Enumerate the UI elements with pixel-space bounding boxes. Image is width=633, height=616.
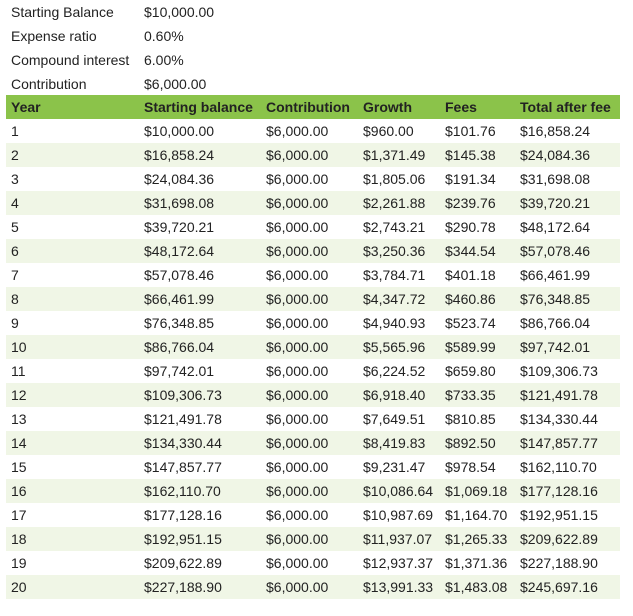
table-row bbox=[6, 407, 620, 431]
cell-contribution: $6,000.00 bbox=[266, 579, 329, 595]
cell-starting-balance: $86,766.04 bbox=[144, 339, 215, 355]
param-label: Compound interest bbox=[11, 52, 130, 68]
cell-contribution: $6,000.00 bbox=[266, 507, 329, 523]
param-starting-balance bbox=[0, 0, 633, 24]
column-header-contribution: Contribution bbox=[266, 99, 350, 115]
cell-contribution: $6,000.00 bbox=[266, 291, 329, 307]
cell-contribution: $6,000.00 bbox=[266, 267, 329, 283]
cell-growth: $2,743.21 bbox=[363, 219, 426, 235]
cell-year: 3 bbox=[11, 171, 19, 187]
cell-year: 7 bbox=[11, 267, 19, 283]
table-row bbox=[6, 215, 620, 239]
cell-growth: $4,347.72 bbox=[363, 291, 426, 307]
cell-total-after-fee: $48,172.64 bbox=[520, 219, 591, 235]
cell-starting-balance: $147,857.77 bbox=[144, 459, 222, 475]
cell-total-after-fee: $24,084.36 bbox=[520, 147, 591, 163]
table-row bbox=[6, 359, 620, 383]
cell-year: 16 bbox=[11, 483, 27, 499]
cell-year: 5 bbox=[11, 219, 19, 235]
cell-starting-balance: $10,000.00 bbox=[144, 123, 215, 139]
table-row bbox=[6, 119, 620, 143]
growth-table bbox=[6, 95, 620, 599]
cell-contribution: $6,000.00 bbox=[266, 243, 329, 259]
cell-contribution: $6,000.00 bbox=[266, 363, 329, 379]
cell-starting-balance: $227,188.90 bbox=[144, 579, 222, 595]
cell-starting-balance: $121,491.78 bbox=[144, 411, 222, 427]
cell-starting-balance: $97,742.01 bbox=[144, 363, 215, 379]
cell-fees: $101.76 bbox=[445, 123, 496, 139]
cell-contribution: $6,000.00 bbox=[266, 147, 329, 163]
table-row bbox=[6, 383, 620, 407]
cell-year: 14 bbox=[11, 435, 27, 451]
cell-growth: $2,261.88 bbox=[363, 195, 426, 211]
cell-contribution: $6,000.00 bbox=[266, 195, 329, 211]
cell-fees: $659.80 bbox=[445, 363, 496, 379]
cell-growth: $1,805.06 bbox=[363, 171, 426, 187]
cell-contribution: $6,000.00 bbox=[266, 555, 329, 571]
cell-total-after-fee: $245,697.16 bbox=[520, 579, 598, 595]
cell-year: 2 bbox=[11, 147, 19, 163]
cell-starting-balance: $209,622.89 bbox=[144, 555, 222, 571]
cell-year: 15 bbox=[11, 459, 27, 475]
cell-starting-balance: $162,110.70 bbox=[144, 483, 221, 499]
cell-starting-balance: $134,330.44 bbox=[144, 435, 222, 451]
cell-total-after-fee: $209,622.89 bbox=[520, 531, 598, 547]
cell-starting-balance: $192,951.15 bbox=[144, 531, 222, 547]
cell-total-after-fee: $109,306.73 bbox=[520, 363, 598, 379]
column-header-starting-balance: Starting balance bbox=[144, 99, 253, 115]
cell-total-after-fee: $97,742.01 bbox=[520, 339, 591, 355]
table-row bbox=[6, 335, 620, 359]
cell-year: 13 bbox=[11, 411, 27, 427]
param-value: 0.60% bbox=[144, 28, 184, 44]
header-row bbox=[6, 95, 620, 119]
cell-contribution: $6,000.00 bbox=[266, 411, 329, 427]
table-row bbox=[6, 503, 620, 527]
cell-year: 6 bbox=[11, 243, 19, 259]
cell-starting-balance: $48,172.64 bbox=[144, 243, 215, 259]
param-compound-interest bbox=[0, 48, 633, 72]
table-body bbox=[6, 119, 620, 599]
cell-total-after-fee: $121,491.78 bbox=[520, 387, 598, 403]
cell-year: 12 bbox=[11, 387, 27, 403]
cell-fees: $1,265.33 bbox=[445, 531, 508, 547]
cell-starting-balance: $109,306.73 bbox=[144, 387, 222, 403]
cell-fees: $460.86 bbox=[445, 291, 496, 307]
param-label: Expense ratio bbox=[11, 28, 97, 44]
table-row bbox=[6, 575, 620, 599]
cell-contribution: $6,000.00 bbox=[266, 171, 329, 187]
table-row bbox=[6, 311, 620, 335]
cell-growth: $3,250.36 bbox=[363, 243, 426, 259]
cell-contribution: $6,000.00 bbox=[266, 459, 329, 475]
cell-contribution: $6,000.00 bbox=[266, 531, 329, 547]
table-row bbox=[6, 191, 620, 215]
cell-growth: $5,565.96 bbox=[363, 339, 426, 355]
cell-starting-balance: $16,858.24 bbox=[144, 147, 215, 163]
table-row bbox=[6, 167, 620, 191]
table-row bbox=[6, 143, 620, 167]
cell-fees: $1,164.70 bbox=[445, 507, 508, 523]
table-row bbox=[6, 263, 620, 287]
param-label: Contribution bbox=[11, 76, 87, 92]
cell-contribution: $6,000.00 bbox=[266, 219, 329, 235]
cell-growth: $10,086.64 bbox=[363, 483, 434, 499]
cell-growth: $13,991.33 bbox=[363, 579, 434, 595]
cell-total-after-fee: $57,078.46 bbox=[520, 243, 591, 259]
table-row bbox=[6, 479, 620, 503]
cell-starting-balance: $66,461.99 bbox=[144, 291, 215, 307]
cell-growth: $3,784.71 bbox=[363, 267, 426, 283]
cell-total-after-fee: $162,110.70 bbox=[520, 459, 597, 475]
cell-growth: $6,224.52 bbox=[363, 363, 426, 379]
cell-growth: $4,940.93 bbox=[363, 315, 426, 331]
cell-fees: $589.99 bbox=[445, 339, 496, 355]
table-row bbox=[6, 527, 620, 551]
cell-fees: $239.76 bbox=[445, 195, 496, 211]
cell-fees: $145.38 bbox=[445, 147, 496, 163]
param-label: Starting Balance bbox=[11, 4, 114, 20]
cell-year: 20 bbox=[11, 579, 27, 595]
cell-fees: $191.34 bbox=[445, 171, 496, 187]
cell-total-after-fee: $66,461.99 bbox=[520, 267, 591, 283]
cell-growth: $9,231.47 bbox=[363, 459, 426, 475]
cell-growth: $7,649.51 bbox=[363, 411, 426, 427]
cell-year: 10 bbox=[11, 339, 27, 355]
column-header-growth: Growth bbox=[363, 99, 412, 115]
cell-year: 1 bbox=[11, 123, 19, 139]
cell-growth: $11,937.07 bbox=[363, 531, 433, 547]
table-row bbox=[6, 239, 620, 263]
cell-fees: $1,371.36 bbox=[445, 555, 508, 571]
column-header-year: Year bbox=[11, 99, 41, 115]
cell-total-after-fee: $31,698.08 bbox=[520, 171, 591, 187]
cell-fees: $401.18 bbox=[445, 267, 496, 283]
cell-growth: $6,918.40 bbox=[363, 387, 426, 403]
cell-total-after-fee: $227,188.90 bbox=[520, 555, 598, 571]
cell-contribution: $6,000.00 bbox=[266, 483, 329, 499]
param-value: 6.00% bbox=[144, 52, 184, 68]
cell-fees: $290.78 bbox=[445, 219, 496, 235]
cell-total-after-fee: $177,128.16 bbox=[520, 483, 598, 499]
cell-year: 11 bbox=[11, 363, 26, 379]
table-row bbox=[6, 455, 620, 479]
cell-fees: $810.85 bbox=[445, 411, 496, 427]
cell-starting-balance: $39,720.21 bbox=[144, 219, 215, 235]
cell-total-after-fee: $192,951.15 bbox=[520, 507, 598, 523]
cell-year: 9 bbox=[11, 315, 19, 331]
cell-fees: $1,069.18 bbox=[445, 483, 508, 499]
cell-fees: $1,483.08 bbox=[445, 579, 508, 595]
table-header bbox=[6, 95, 620, 119]
table-row bbox=[6, 431, 620, 455]
param-contribution bbox=[0, 72, 633, 96]
cell-fees: $892.50 bbox=[445, 435, 496, 451]
cell-contribution: $6,000.00 bbox=[266, 123, 329, 139]
cell-total-after-fee: $134,330.44 bbox=[520, 411, 598, 427]
column-header-fees: Fees bbox=[445, 99, 477, 115]
cell-starting-balance: $31,698.08 bbox=[144, 195, 215, 211]
cell-fees: $344.54 bbox=[445, 243, 496, 259]
cell-starting-balance: $24,084.36 bbox=[144, 171, 215, 187]
table-row bbox=[6, 287, 620, 311]
cell-growth: $960.00 bbox=[363, 123, 414, 139]
cell-growth: $1,371.49 bbox=[363, 147, 426, 163]
cell-contribution: $6,000.00 bbox=[266, 387, 329, 403]
cell-fees: $733.35 bbox=[445, 387, 496, 403]
cell-total-after-fee: $147,857.77 bbox=[520, 435, 598, 451]
cell-starting-balance: $57,078.46 bbox=[144, 267, 215, 283]
cell-year: 19 bbox=[11, 555, 27, 571]
cell-growth: $8,419.83 bbox=[363, 435, 426, 451]
cell-growth: $12,937.37 bbox=[363, 555, 434, 571]
column-header-total-after-fee: Total after fee bbox=[520, 99, 611, 115]
cell-fees: $523.74 bbox=[445, 315, 496, 331]
cell-contribution: $6,000.00 bbox=[266, 435, 329, 451]
cell-year: 4 bbox=[11, 195, 19, 211]
param-value: $6,000.00 bbox=[144, 76, 207, 92]
cell-total-after-fee: $86,766.04 bbox=[520, 315, 591, 331]
cell-growth: $10,987.69 bbox=[363, 507, 434, 523]
cell-year: 17 bbox=[11, 507, 27, 523]
table-row bbox=[6, 551, 620, 575]
cell-contribution: $6,000.00 bbox=[266, 339, 329, 355]
cell-total-after-fee: $16,858.24 bbox=[520, 123, 591, 139]
cell-fees: $978.54 bbox=[445, 459, 496, 475]
cell-year: 18 bbox=[11, 531, 27, 547]
cell-year: 8 bbox=[11, 291, 19, 307]
cell-starting-balance: $177,128.16 bbox=[144, 507, 222, 523]
param-expense-ratio bbox=[0, 24, 633, 48]
cell-total-after-fee: $76,348.85 bbox=[520, 291, 591, 307]
cell-total-after-fee: $39,720.21 bbox=[520, 195, 591, 211]
param-value: $10,000.00 bbox=[144, 4, 215, 20]
cell-starting-balance: $76,348.85 bbox=[144, 315, 215, 331]
cell-contribution: $6,000.00 bbox=[266, 315, 329, 331]
